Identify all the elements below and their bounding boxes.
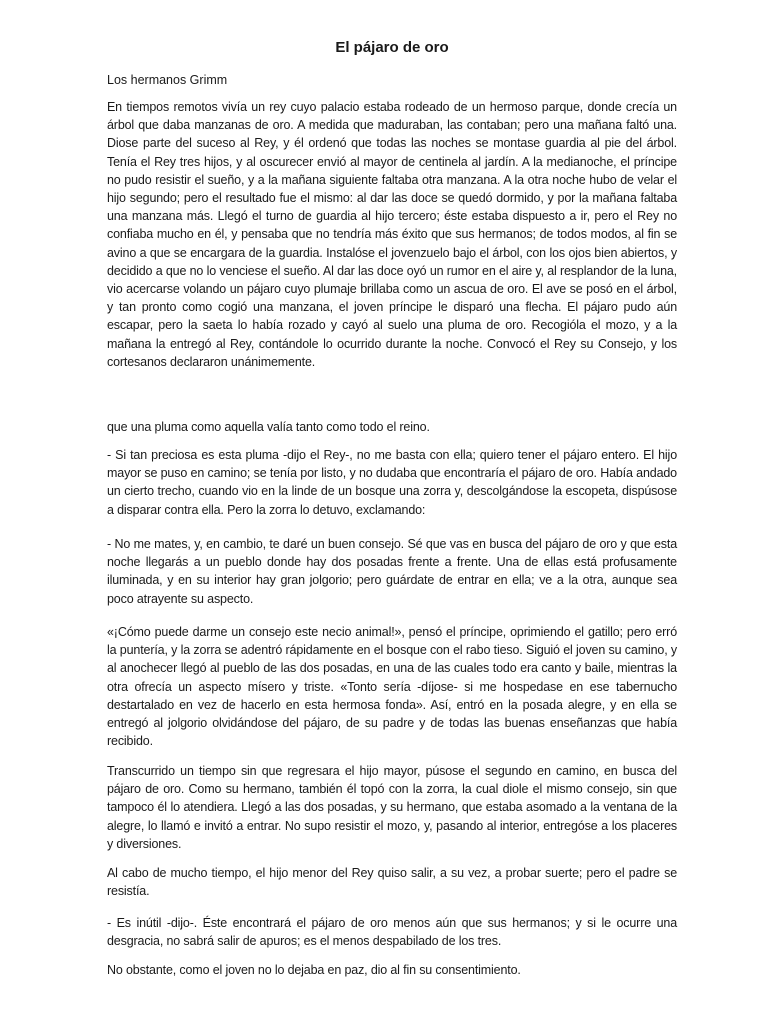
paragraph-1: En tiempos remotos vivía un rey cuyo palacio estaba rodeado de un hermoso parque, donde crecía un árbol que daba manzanas de oro. A medida que maduraban, las contaban; pero una mañana faltó una. Diose parte del suceso al Rey, y él ordenó que todas las noches se montase guardia al pie del árbol. Tenía el Rey tres hijos, y al oscurecer envió al mayor de centinela al jardín. A la medianoche, el príncipe no pudo resistir el sueño, y a la mañana siguiente faltaba otra manzana. A la otra noche hubo de velar el hijo segundo; pero el resultado fue el mismo: al dar las doce se quedó dormido, y por la mañana faltaba una manzana más. Llegó el turno de guardia al hijo tercero; éste estaba dispuesto a ir, pero el Rey no confiaba mucho en él, y pensaba que no tendría más éxito que sus hermanos; de todos modos, al fin se avino a que se encargara de la guardia. Instalóse el jovenzuelo bajo el árbol, con los ojos bien abiertos, y decidido a que no lo venciese el sueño. Al dar las doce oyó un rumor en el aire y, al resplandor de la luna, vio acercarse volando un pájaro cuyo plumaje brillaba como un ascua de oro. El ave se posó en el árbol, y tan pronto como cogió una manzana, el joven príncipe le disparó una flecha. El pájaro pudo aún escapar, pero la saeta lo había rozado y cayó al suelo una pluma de oro. Recogióla el mozo, y a la mañana la entregó al Rey, contándole lo ocurrido durante la noche. Convocó el Rey su Consejo, y los cortesanos declararon unánimemente. — [107, 100, 677, 369]
paragraph-4: - No me mates, y, en cambio, te daré un buen consejo. Sé que vas en busca del pájaro de oro y que esta noche llegarás a un pueblo donde hay dos posadas frente a frente. Una de ellas está profusamente iluminada, y en su interior hay gran jolgorio; pero guárdate de entrar en ella; ve a la otra, aunque sea poco atrayente su aspecto. — [107, 537, 677, 606]
paragraph-5: «¡Cómo puede darme un consejo este necio animal!», pensó el príncipe, oprimiendo el gatillo; pero erró la puntería, y la zorra se adentró rápidamente en el bosque con el rabo tieso. Siguió el joven su camino, y al anochecer llegó al pueblo de las dos posadas, en una de las cuales todo era canto y baile, mientras la otra ofrecía un aspecto mísero y triste. «Tonto sería -díjose- si me hospedase en ese tabernucho destartalado en vez de hacerlo en esta hermosa fonda». Así, entró en la posada alegre, y en ella se entregó al jolgorio olvidándose del pájaro, de su padre y de todas las buenas enseñanzas que había recibido. — [107, 625, 677, 749]
document-title: El pájaro de oro — [335, 39, 449, 56]
paragraph-2: que una pluma como aquella valía tanto como todo el reino. — [107, 420, 430, 434]
paragraph-7: Al cabo de mucho tiempo, el hijo menor del Rey quiso salir, a su vez, a probar suerte; pero el padre se resistía. — [107, 866, 677, 899]
author-line: Los hermanos Grimm — [107, 73, 228, 87]
paragraph-9: No obstante, como el joven no lo dejaba en paz, dio al fin su consentimiento. — [107, 963, 521, 977]
paragraph-3: - Si tan preciosa es esta pluma -dijo el Rey-, no me basta con ella; quiero tener el pájaro entero. El hijo mayor se puso en camino; se tenía por listo, y no dudaba que encontraría el pájaro de oro. Había andado un cierto trecho, cuando vio en la linde de un bosque una zorra y, descolgándose la escopeta, dispúsose a disparar contra ella. Pero la zorra lo detuvo, exclamando: — [107, 448, 677, 517]
paragraph-6: Transcurrido un tiempo sin que regresara el hijo mayor, púsose el segundo en camino, en busca del pájaro de oro. Como su hermano, también él topó con la zorra, la cual diole el mismo consejo, sin que tampoco él lo atendiera. Llegó a las dos posadas, y su hermano, que estaba asomado a la ventana de la alegre, lo llamó e invitó a entrar. No supo resistir el mozo, y, pasando al interior, entregóse a los placeres y diversiones. — [107, 764, 677, 851]
paragraph-8: - Es inútil -dijo-. Éste encontrará el pájaro de oro menos aún que sus hermanos; y si le ocurre una desgracia, no sabrá salir de apuros; es el menos despabilado de los tres. — [107, 916, 677, 949]
